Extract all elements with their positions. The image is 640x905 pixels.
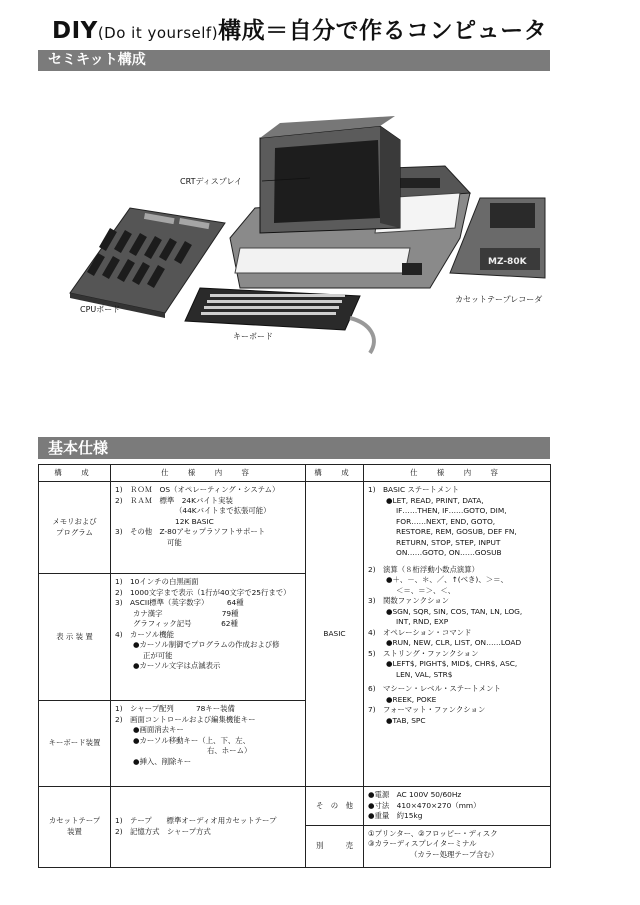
- spec-line: 1) BASIC ステートメント: [368, 485, 459, 494]
- spec-line: 12K BASIC: [175, 516, 214, 526]
- title-main: DIY: [52, 18, 98, 44]
- spec-line: ●電源 AC 100V 50/60Hz: [368, 790, 462, 799]
- spec-line: LEN, VAL, STR$: [396, 669, 453, 679]
- spec-line: 1) テープ 標準オーディオ用カセットテープ: [115, 816, 277, 826]
- section-label: 基本仕様: [48, 439, 109, 457]
- spec-line: ●カーソル制御でプログラムの作成および修: [133, 640, 280, 650]
- spec-line: INT, RND, EXP: [396, 617, 449, 627]
- label-cassette: カセットテープレコーダ: [455, 295, 543, 304]
- spec-line: 2) ＲＡＭ 標準 24Kバイト実装: [115, 495, 233, 505]
- spec-line: ●RUN, NEW, CLR, LIST, ON……LOAD: [386, 638, 522, 648]
- spec-line: RESTORE, REM, GOSUB, DEF FN,: [396, 527, 517, 537]
- spec-line: ＜＝、＝＞、＜、: [396, 585, 456, 595]
- row-content-optional: [364, 825, 551, 867]
- row-content-keyboard: [111, 701, 306, 787]
- spec-line: 2) 1000文字まで表示（1行が40文字で25行まで）: [115, 587, 291, 597]
- label-cpu-board: CPUボード: [80, 305, 121, 314]
- spec-line: ●カーソル文字は点滅表示: [133, 661, 221, 671]
- section-header-spec: [38, 437, 550, 459]
- row-content-basic: [364, 482, 551, 787]
- spec-line: 右、ホーム）: [207, 746, 252, 756]
- spec-line: ●TAB, SPC: [386, 715, 426, 725]
- spec-line: 5) ストリング・ファンクション: [368, 648, 479, 658]
- category-text: プログラム: [56, 527, 93, 537]
- section-header-semikit: [38, 50, 550, 71]
- spec-line: 2) 記憶方式 シャープ方式: [115, 826, 211, 836]
- spec-table: [38, 464, 551, 868]
- row-content-other: [364, 787, 551, 826]
- spec-line: 2) 画面コントロールおよび編集機能キー: [115, 714, 256, 724]
- spec-line: 可能: [167, 537, 182, 547]
- spec-line: ●画面消去キー: [133, 725, 184, 735]
- page-title: [52, 12, 547, 45]
- spec-line: ●LET, READ, PRINT, DATA,: [386, 495, 484, 505]
- spec-line: RETURN, STOP, STEP, INPUT: [396, 537, 501, 547]
- table-row: [39, 787, 551, 826]
- col-header-spec-right: 仕 様 内 容: [364, 465, 551, 482]
- spec-line: 1) ＲＯＭ OS（オペレーティング・システム）: [115, 485, 280, 494]
- label-crt: CRTディスプレイ: [180, 177, 243, 186]
- category-text: 装置: [67, 826, 82, 836]
- spec-line: ●REEK, POKE: [386, 694, 437, 704]
- row-category-optional: 別 売: [306, 825, 364, 867]
- row-category-other: そ の 他: [306, 787, 364, 826]
- spec-line: ●カーソル移動キー（上、下、左、: [133, 735, 251, 745]
- row-content-memory: [111, 482, 306, 574]
- spec-line: 1) 10インチの白黒画面: [115, 577, 199, 586]
- col-header-category-left: 構 成: [39, 465, 111, 482]
- spec-line: 正が可能: [143, 650, 173, 660]
- col-header-category-right: 構 成: [306, 465, 364, 482]
- spec-line: 4) カーソル機能: [115, 629, 175, 639]
- spec-line: 3) 関数ファンクション: [368, 596, 450, 606]
- spec-line: ON……GOTO, ON……GOSUB: [396, 548, 502, 558]
- spec-line: 1) シャープ配列 78キー装備: [115, 704, 235, 713]
- spec-line: ①プリンター、②フロッピー・ディスク: [368, 828, 498, 838]
- category-text: カセットテープ: [48, 816, 101, 826]
- table-header-row: [39, 465, 551, 482]
- category-text: メモリおよび: [52, 516, 97, 526]
- spec-line: ●重量 約15kg: [368, 811, 423, 821]
- section-label: セミキット構成: [48, 52, 146, 68]
- spec-line: ●SGN, SQR, SIN, COS, TAN, LN, LOG,: [386, 606, 523, 616]
- row-category-memory: [39, 482, 111, 574]
- main-unit-illustration: [230, 116, 470, 288]
- spec-line: FOR……NEXT, END, GOTO,: [396, 516, 496, 526]
- spec-line: 6) マシーン・レベル・ステートメント: [368, 684, 501, 694]
- spec-line: ③カラーディスプレイターミナル: [368, 839, 477, 849]
- spec-line: 3) ASCII標準（英字数字） 64種: [115, 598, 244, 608]
- spec-line: グラフィック記号 62種: [133, 619, 238, 629]
- spec-line: IF……THEN, IF……GOTO, DIM,: [396, 506, 507, 516]
- product-illustration: [50, 78, 550, 378]
- row-content-cassette: [111, 787, 306, 868]
- spec-line: ●挿入、削除キー: [133, 756, 192, 766]
- spec-line: 7) フォーマット・ファンクション: [368, 705, 486, 715]
- row-category-keyboard: キーボード装置: [39, 701, 111, 787]
- row-category-basic: BASIC: [306, 482, 364, 787]
- title-rest: 構成＝自分で作るコンピュータ: [218, 18, 548, 44]
- spec-line: 3) その他 Z-80アセップラソフトサポート: [115, 527, 266, 537]
- table-row: [39, 482, 551, 574]
- row-category-display: 表 示 装 置: [39, 574, 111, 701]
- spec-line: 4) オペレーション・コマンド: [368, 627, 472, 637]
- title-paren: (Do it yourself): [97, 24, 219, 42]
- keyboard-illustration: [185, 288, 374, 353]
- spec-line: 2) 演算（８桁浮動小数点演算）: [368, 564, 480, 574]
- spec-line: ●＋、－、＊、／、↑(べき)、＞＝、: [386, 575, 508, 585]
- spec-line: ●LEFT$, PIGHT$, MID$, CHR$, ASC,: [386, 659, 518, 669]
- row-category-cassette: [39, 787, 111, 868]
- label-keyboard: キーボード: [233, 332, 273, 341]
- product-photo: [50, 78, 550, 378]
- spec-line: （カラー処理テープ含む）: [410, 849, 499, 859]
- row-content-display: [111, 574, 306, 701]
- col-header-spec-left: 仕 様 内 容: [111, 465, 306, 482]
- spec-line: ●寸法 410×470×270（mm）: [368, 800, 481, 810]
- spec-line: カナ漢字 79種: [133, 608, 239, 618]
- brand-label: MZ-80K: [488, 257, 527, 267]
- spec-line: （44Kバイトまで拡張可能）: [175, 506, 271, 516]
